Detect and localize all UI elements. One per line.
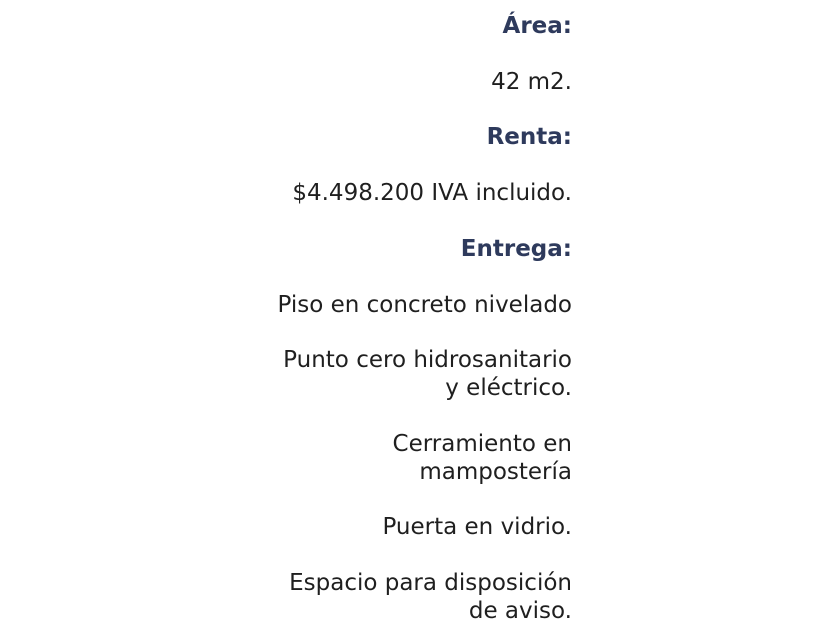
area-heading: Área:: [502, 13, 572, 39]
renta-value: $4.498.200 IVA incluido.: [292, 180, 572, 206]
entrega-item-floor: [212, 291, 572, 319]
renta-heading: Renta:: [486, 124, 572, 150]
entrega-item-line: Piso en concreto nivelado: [277, 292, 572, 318]
entrega-item-utilities: [212, 346, 572, 402]
entrega-item-line: Cerramiento en: [392, 431, 572, 457]
entrega-item-enclosure: [212, 430, 572, 486]
entrega-heading: Entrega:: [460, 236, 572, 262]
entrega-item-line: mampostería: [419, 459, 572, 485]
entrega-item-line: Puerta en vidrio.: [382, 514, 572, 540]
entrega-item-door: [212, 513, 572, 541]
area-value: 42 m2.: [491, 69, 572, 95]
entrega-item-line: de aviso.: [468, 598, 572, 624]
entrega-item-line: y eléctrico.: [445, 375, 572, 401]
entrega-item-line: Punto cero hidrosanitario: [283, 347, 572, 373]
entrega-item-sign-space: [212, 569, 572, 625]
entrega-item-line: Espacio para disposición: [289, 570, 572, 596]
